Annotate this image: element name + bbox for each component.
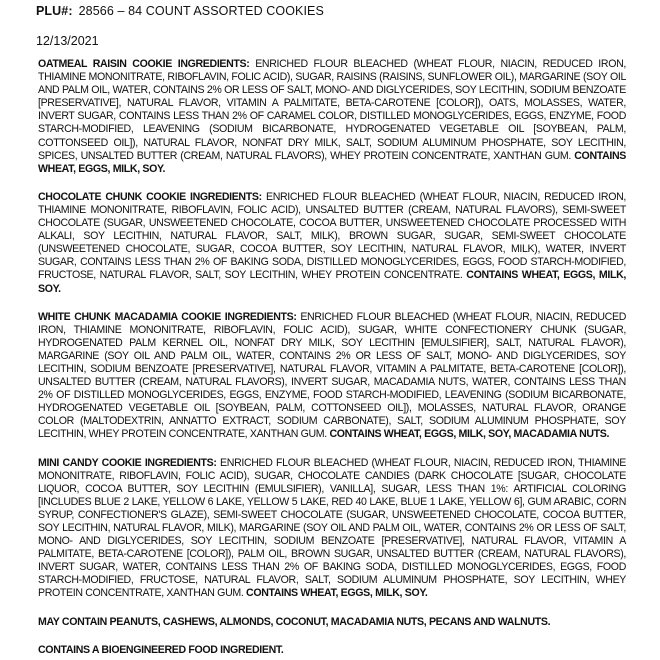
ingredient-list: ENRICHED FLOUR BLEACHED (WHEAT FLOUR, NIACIN, REDUCED IRON, THIAMINE MONONITRATE, RIBOFLAVIN, FOLIC ACID), SUGAR, RAISINS (RAISINS, SUNFLOWER OIL), MARGARINE (SOY OIL AND PALM OIL, WATER, CONTAINS 2% OR LESS OF SALT, MONO- AND DIGLYCERIDES, SOY LECITHIN, SODIUM BENZOATE [PRESERVATIVE], NATURAL FLAVOR, VITAMIN A PALMITATE, BETA-CAROTENE [COLOR]), OATS, MOLASSES, WATER, INVERT SUGAR, CONTAINS LESS THAN 2% OF CARAMEL COLOR, DISTILLED MONOGLYCERIDES, EGGS, ENZYME, FOOD STARCH-MODIFIED, LEAVENING (SODIUM BICARBONATE, HYDROGENATED VEGETABLE OIL [SOYBEAN, PALM, COTTONSEED OIL]), NATURAL FLAVOR, NONFAT DRY MILK, SALT, SODIUM ALUMINUM PHOSPHATE, SOY LECITHIN, SPICES, UNSALTED BUTTER (CREAM, NATURAL FLAVORS), WHEY PROTEIN CONCENTRATE, XANTHAN GUM. [38,58,626,162]
ingredient-list: ENRICHED FLOUR BLEACHED (WHEAT FLOUR, NIACIN, REDUCED IRON, THIAMINE MONONITRATE, RIBOFLAVIN, FOLIC ACID), SUGAR, WHITE CONFECTIONERY CHUNK (SUGAR, HYDROGENATED PALM KERNEL OIL, NONFAT DRY MILK, SOY LECITHIN [EMULSIFIER], SALT, NATURAL FLAVOR), MARGARINE (SOY OIL AND PALM OIL, WATER, CONTAINS 2% OR LESS OF SALT, MONO- AND DIGLYCERIDES, SOY LECITHIN, SODIUM BENZOATE [PRESERVATIVE], NATURAL FLAVOR, VITAMIN A PALMITATE, BETA-CAROTENE [COLOR]), UNSALTED BUTTER (CREAM, NATURAL FLAVORS), INVERT SUGAR, MACADAMIA NUTS, WATER, CONTAINS LESS THAN 2% OF DISTILLED MONOGLYCERIDES, EGGS, ENZYME, FOOD STARCH-MODIFIED, LEAVENING (SODIUM BICARBONATE, HYDROGENATED VEGETABLE OIL [SOYBEAN, PALM, COTTONSEED OIL]), MOLASSES, NATURAL FLAVOR, ORANGE COLOR (MALTODEXTRIN, ANNATTO EXTRACT, SODIUM CARBONATE), SALT, SODIUM ALUMINUM PHOSPHATE, SOY LECITHIN, WHEY PROTEIN CONCENTRATE, XANTHAN GUM. [38,310,626,441]
ingredients-body [38,58,626,657]
ingredient-list: ENRICHED FLOUR BLEACHED (WHEAT FLOUR, NIACIN, REDUCED IRON, THIAMINE MONONITRATE, RIBOFLAVIN, FOLIC ACID), SUGAR, CHOCOLATE CANDIES (DARK CHOCOLATE [SUGAR, CHOCOLATE LIQUOR, COCOA BUTTER, SOY LECITHIN (EMULSIFIER), VANILLA], SUGAR, LESS THAN 1%: ARTIFICIAL COLORING [INCLUDES BLUE 2 LAKE, YELLOW 6 LAKE, YELLOW 5 LAKE, RED 40 LAKE, BLUE 1 LAKE, YELLOW 6], GUM ARABIC, CORN SYRUP, CONFECTIONER'S GLAZE), SEMI-SWEET CHOCOLATE (SUGAR, UNSWEETENED CHOCOLATE, COCOA BUTTER, SOY LECITHIN, NATURAL FLAVOR, MILK), MARGARINE (SOY OIL AND PALM OIL, WATER, CONTAINS 2% OR LESS OF SALT, MONO- AND DIGLYCERIDES, SOY LECITHIN, SODIUM BENZOATE [PRESERVATIVE], NATURAL FLAVOR, VITAMIN A PALMITATE, BETA-CAROTENE [COLOR]), PALM OIL, BROWN SUGAR, UNSALTED BUTTER (CREAM, NATURAL FLAVORS), INVERT SUGAR, WATER, CONTAINS LESS THAN 2% OF BAKING SODA, DISTILLED MONOGLYCERIDES, EGGS, FOOD STARCH-MODIFIED, FRUCTOSE, NATURAL FLAVOR, SALT, SODIUM ALUMINUM PHOSPHATE, SOY LECITHIN, WHEY PROTEIN CONCENTRATE, XANTHAN GUM. [38,456,626,600]
white-chunk-macadamia-ingredients [38,311,626,442]
allergen-statement: CONTAINS WHEAT, EGGS, MILK, SOY. [246,587,428,600]
mini-candy-ingredients [38,457,626,601]
plu-product-text: 28566 – 84 COUNT ASSORTED COOKIES [78,4,324,18]
chocolate-chunk-ingredients [38,191,626,296]
bioengineered-statement: CONTAINS A BIOENGINEERED FOOD INGREDIENT. [38,643,284,656]
allergen-statement: CONTAINS WHEAT, EGGS, MILK, SOY, MACADAMIA NUTS. [329,428,610,441]
allergen-statement: CONTAINS WHEAT, EGGS, MILK, SOY. [38,149,626,175]
section-heading: MINI CANDY COOKIE INGREDIENTS: [38,456,217,469]
may-contain-statement: MAY CONTAIN PEANUTS, CASHEWS, ALMONDS, COCONUT, MACADAMIA NUTS, PECANS AND WALNUTS. [38,615,551,628]
section-heading: WHITE CHUNK MACADAMIA COOKIE INGREDIENTS: [38,310,297,323]
plu-line [36,4,324,18]
section-heading: OATMEAL RAISIN COOKIE INGREDIENTS: [38,58,250,70]
ingredient-list: ENRICHED FLOUR BLEACHED (WHEAT FLOUR, NIACIN, REDUCED IRON, THIAMINE MONONITRATE, RIBOFLAVIN, FOLIC ACID), UNSALTED BUTTER (CREAM, NATURAL FLAVORS), SEMI-SWEET CHOCOLATE (SUGAR, UNSWEETENED CHOCOLATE, COCOA BUTTER, UNSWEETENED CHOCOLATE PROCESSED WITH ALKALI, SOY LECITHIN, NATURAL FLAVOR, SALT, MILK), BROWN SUGAR, SUGAR, SEMI-SWEET CHOCOLATE (UNSWEETENED CHOCOLATE, SUGAR, COCOA BUTTER, SOY LECITHIN, NATURAL FLAVOR, MILK), WATER, INVERT SUGAR, CONTAINS LESS THAN 2% OF BAKING SODA, DISTILLED MONOGLYCERIDES, EGGS, FOOD STARCH-MODIFIED, FRUCTOSE, NATURAL FLAVOR, SALT, SOY LECITHIN, WHEY PROTEIN CONCENTRATE. [38,190,626,282]
plu-label: PLU#: [36,4,73,18]
section-heading: CHOCOLATE CHUNK COOKIE INGREDIENTS: [38,190,262,203]
document-date: 12/13/2021 [36,34,99,48]
oatmeal-raisin-ingredients [38,58,626,176]
allergen-statement: CONTAINS WHEAT, EGGS, MILK, SOY. [38,269,626,295]
